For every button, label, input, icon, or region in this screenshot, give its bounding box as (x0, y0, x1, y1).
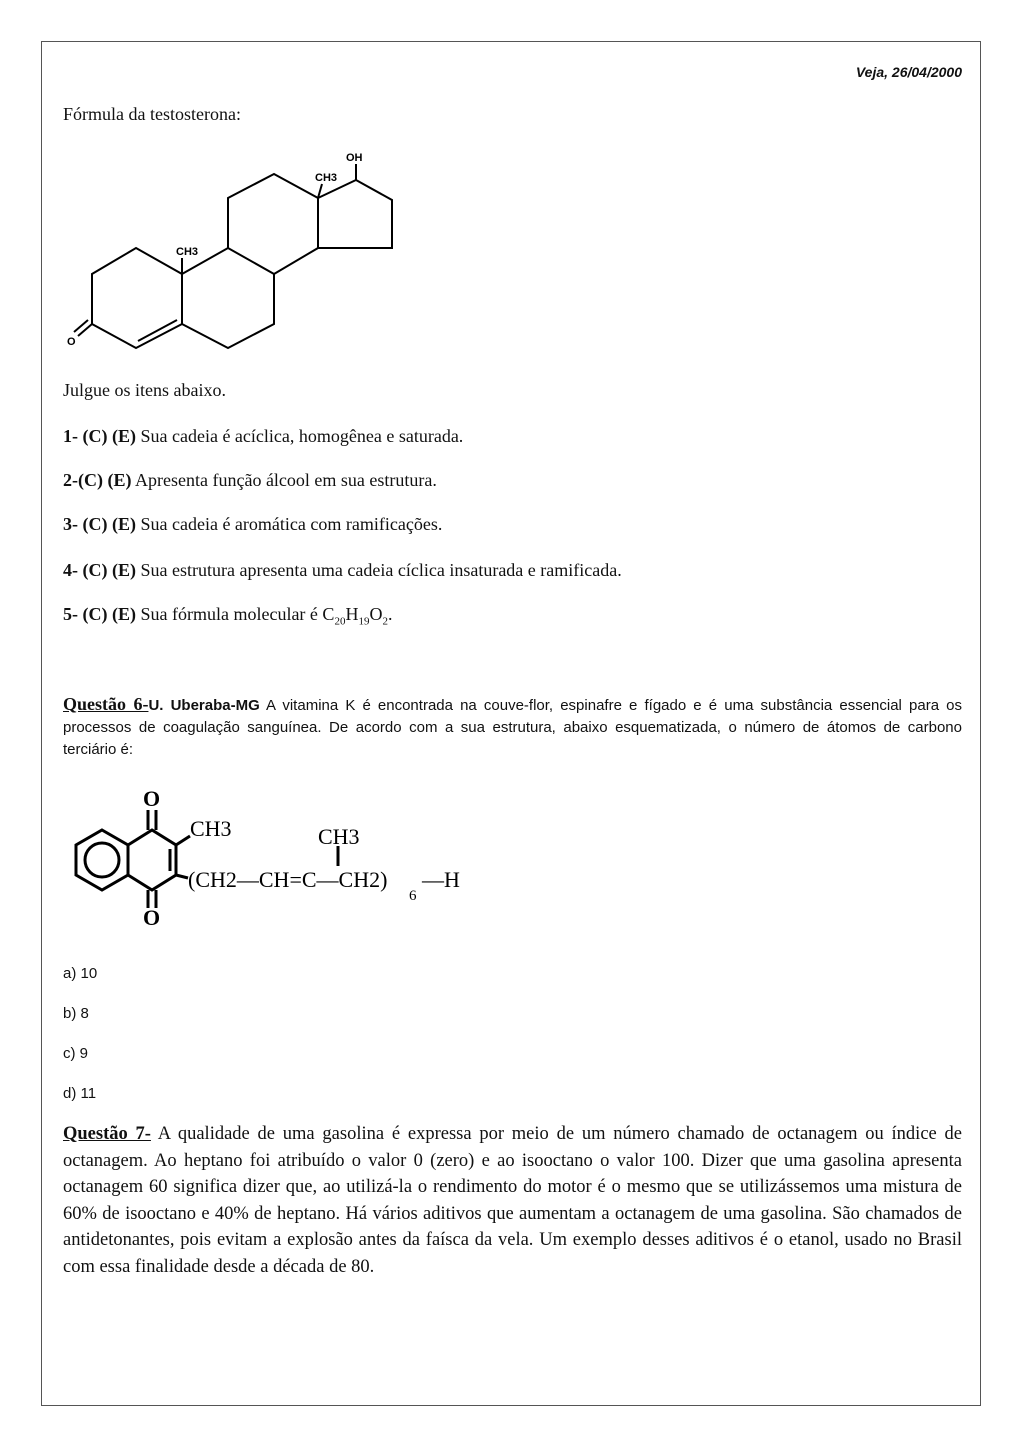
oxygen-label: O (67, 336, 76, 348)
item-2 (63, 470, 437, 491)
instruction: Julgue os itens abaixo. (63, 380, 226, 400)
testosterone-title: Fórmula da testosterona: (63, 104, 241, 124)
option-a: a) 10 (63, 965, 98, 982)
oh-label: OH (346, 152, 363, 164)
item-5-number: 5- (C) (E) (63, 604, 136, 624)
item-3-text: Sua cadeia é aromática com ramificações. (140, 514, 443, 534)
question-7 (63, 1121, 962, 1280)
item-1 (63, 426, 463, 447)
item-1-text: Sua cadeia é acíclica, homogênea e saturada. (140, 426, 464, 446)
vk-ch3-ring: CH3 (190, 816, 232, 841)
item-2-number: 2-(C) (E) (63, 470, 132, 490)
question-7-label: Questão 7- (63, 1124, 151, 1144)
question-7-text: A qualidade de uma gasolina é expressa por meio de um número chamado de octanagem ou índice de octanagem. Ao heptano foi atribuído o valor 0 (zero) e ao isooctano o valor 100. Dizer que uma gasolina apresenta octanagem 60 significa dizer que, ao utilizá-la o rendimento do motor é o mesmo que se utilizássemos uma mistura de 60% de isooctano e 40% de heptano. Há vários aditivos que aumentam a octanagem de uma gasolina. São chamados de antidetonantes, pois evitam a explosão antes da faísca da vela. Um exemplo desses aditivos é o etanol, usado no Brasil com essa finalidade desde a década de 80. (63, 1124, 962, 1277)
vitamin-k-structure (60, 780, 480, 930)
question-6-text: A vitamina K é encontrada na couve-flor, espinafre e fígado e é uma substância essencial para os processos de coagulação sanguínea. De acordo com a sua estrutura, abaixo esquematizada, o número de átomos de carbono terciário é: (63, 697, 962, 758)
item-4-number: 4- (C) (E) (63, 560, 136, 580)
item-2-text: Apresenta função álcool em sua estrutura. (135, 470, 437, 490)
option-d: d) 11 (63, 1085, 97, 1102)
item-4-text: Sua estrutura apresenta uma cadeia cíclica insaturada e ramificada. (140, 560, 622, 580)
question-6-label: Questão 6- (63, 694, 149, 714)
source-citation: Veja, 26/04/2000 (855, 64, 962, 80)
vk-ch3-branch: CH3 (318, 824, 360, 849)
vk-oxygen-top: O (143, 786, 161, 811)
vk-subscript: 6 (409, 888, 417, 904)
item-5: 5- (C) (E) Sua fórmula molecular é $C_{20}H_{19}O_2$. (63, 604, 393, 628)
question-6 (63, 693, 962, 761)
option-c: c) 9 (63, 1045, 89, 1062)
item-3 (63, 514, 442, 535)
question-6-source: U. Uberaba-MG (148, 697, 260, 714)
option-b: b) 8 (63, 1005, 89, 1022)
ch3-top-label: CH3 (315, 172, 338, 184)
item-4 (63, 560, 622, 581)
vk-chain: (CH2—CH=C—CH2) (188, 867, 388, 892)
testosterone-structure (60, 140, 420, 360)
vk-terminal: —H (422, 867, 460, 892)
item-1-number: 1- (C) (E) (63, 426, 136, 446)
item-3-number: 3- (C) (E) (63, 514, 136, 534)
ch3-mid-label: CH3 (176, 246, 199, 258)
vk-oxygen-bottom: O (143, 905, 161, 930)
